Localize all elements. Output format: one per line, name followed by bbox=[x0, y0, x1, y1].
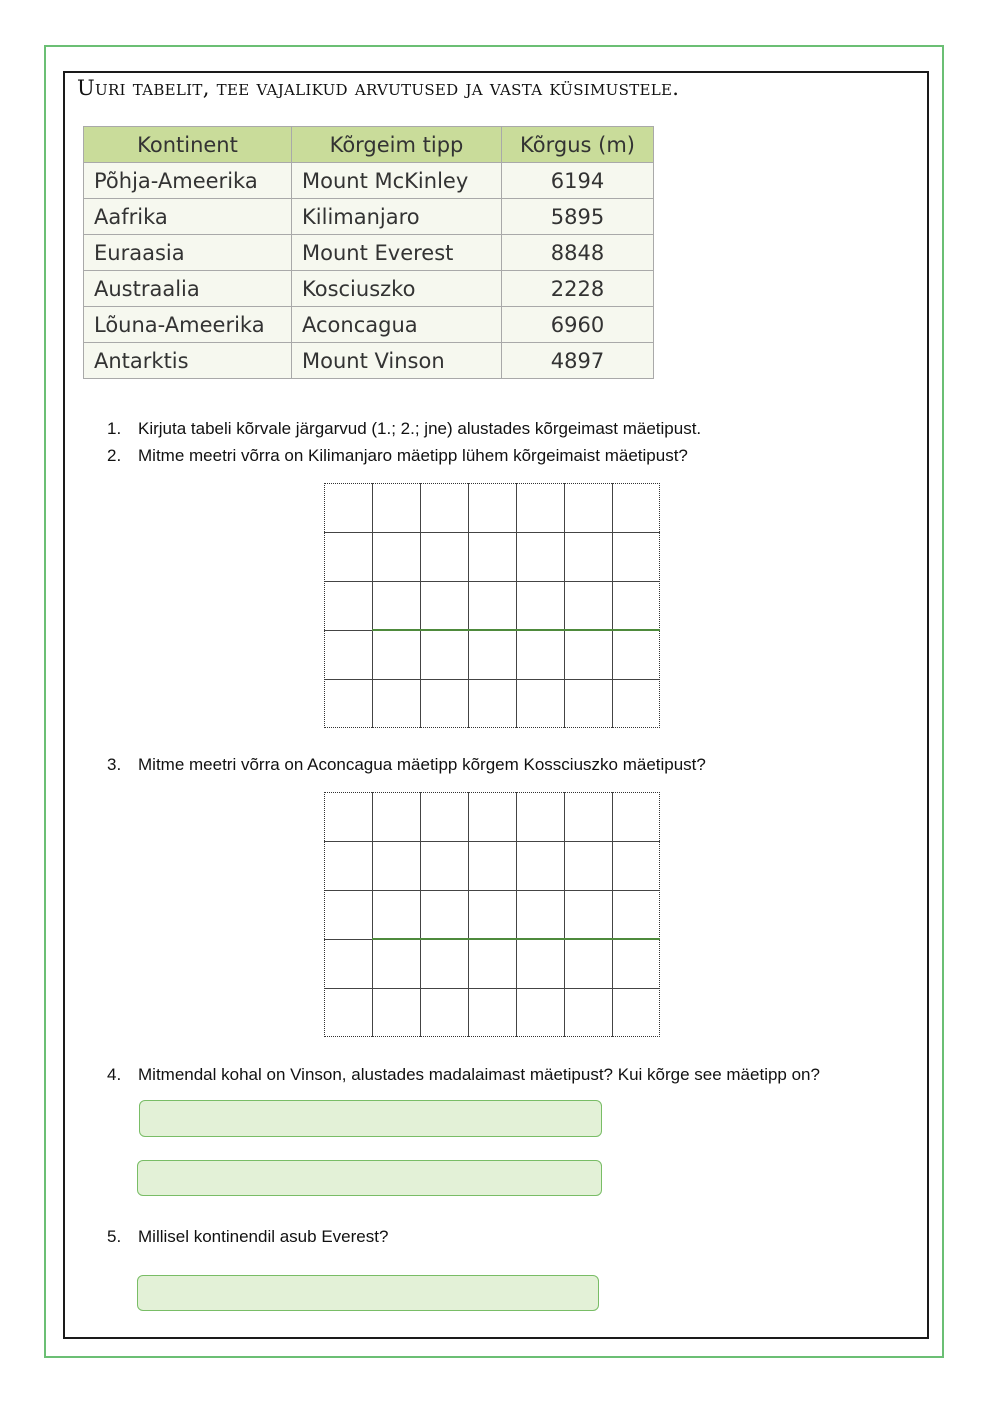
question-2 bbox=[107, 446, 688, 466]
cell-continent: Euraasia bbox=[84, 235, 292, 271]
table-row bbox=[84, 307, 654, 343]
cell-height: 5895 bbox=[502, 199, 654, 235]
cell-peak: Kilimanjaro bbox=[292, 199, 502, 235]
worksheet-title: Uuri tabelit, tee vajalikud arvutused ja vasta küsimustele. bbox=[77, 76, 680, 100]
cell-continent: Austraalia bbox=[84, 271, 292, 307]
cell-height: 6960 bbox=[502, 307, 654, 343]
table-row bbox=[84, 235, 654, 271]
peaks-table bbox=[83, 126, 654, 379]
table-row bbox=[84, 199, 654, 235]
question-4 bbox=[107, 1065, 820, 1085]
question-text: Mitmendal kohal on Vinson, alustades madalaimast mäetipust? Kui kõrge see mäetipp on? bbox=[138, 1065, 820, 1084]
calculation-grid-q2[interactable] bbox=[324, 483, 660, 728]
cell-continent: Põhja-Ameerika bbox=[84, 163, 292, 199]
answer-field-q4-place[interactable] bbox=[139, 1100, 602, 1137]
cell-height: 4897 bbox=[502, 343, 654, 379]
cell-peak: Mount Everest bbox=[292, 235, 502, 271]
question-number: 4. bbox=[107, 1065, 122, 1084]
question-text: Mitme meetri võrra on Aconcagua mäetipp kõrgem Kossciuszko mäetipust? bbox=[138, 755, 706, 774]
table-header-row bbox=[84, 127, 654, 163]
cell-height: 2228 bbox=[502, 271, 654, 307]
subtraction-line bbox=[372, 629, 660, 631]
question-number: 5. bbox=[107, 1227, 122, 1246]
calculation-grid-q3[interactable] bbox=[324, 792, 660, 1037]
cell-peak: Kosciuszko bbox=[292, 271, 502, 307]
question-5 bbox=[107, 1227, 388, 1247]
cell-peak: Aconcagua bbox=[292, 307, 502, 343]
question-1 bbox=[107, 419, 701, 439]
table-row bbox=[84, 271, 654, 307]
question-text: Millisel kontinendil asub Everest? bbox=[138, 1227, 389, 1246]
cell-height: 6194 bbox=[502, 163, 654, 199]
answer-field-q4-height[interactable] bbox=[137, 1160, 602, 1196]
cell-peak: Mount McKinley bbox=[292, 163, 502, 199]
question-3 bbox=[107, 755, 706, 775]
question-text: Kirjuta tabeli kõrvale järgarvud (1.; 2.; jne) alustades kõrgeimast mäetipust. bbox=[138, 419, 702, 438]
cell-peak: Mount Vinson bbox=[292, 343, 502, 379]
question-number: 3. bbox=[107, 755, 122, 774]
answer-field-q5-continent[interactable] bbox=[137, 1275, 599, 1311]
cell-continent: Lõuna-Ameerika bbox=[84, 307, 292, 343]
header-continent: Kontinent bbox=[84, 127, 292, 163]
header-height: Kõrgus (m) bbox=[502, 127, 654, 163]
table-row bbox=[84, 163, 654, 199]
header-peak: Kõrgeim tipp bbox=[292, 127, 502, 163]
cell-continent: Antarktis bbox=[84, 343, 292, 379]
cell-continent: Aafrika bbox=[84, 199, 292, 235]
question-number: 2. bbox=[107, 446, 122, 465]
table-row bbox=[84, 343, 654, 379]
question-text: Mitme meetri võrra on Kilimanjaro mäetipp lühem kõrgeimaist mäetipust? bbox=[138, 446, 688, 465]
subtraction-line bbox=[372, 938, 660, 940]
question-number: 1. bbox=[107, 419, 122, 438]
cell-height: 8848 bbox=[502, 235, 654, 271]
